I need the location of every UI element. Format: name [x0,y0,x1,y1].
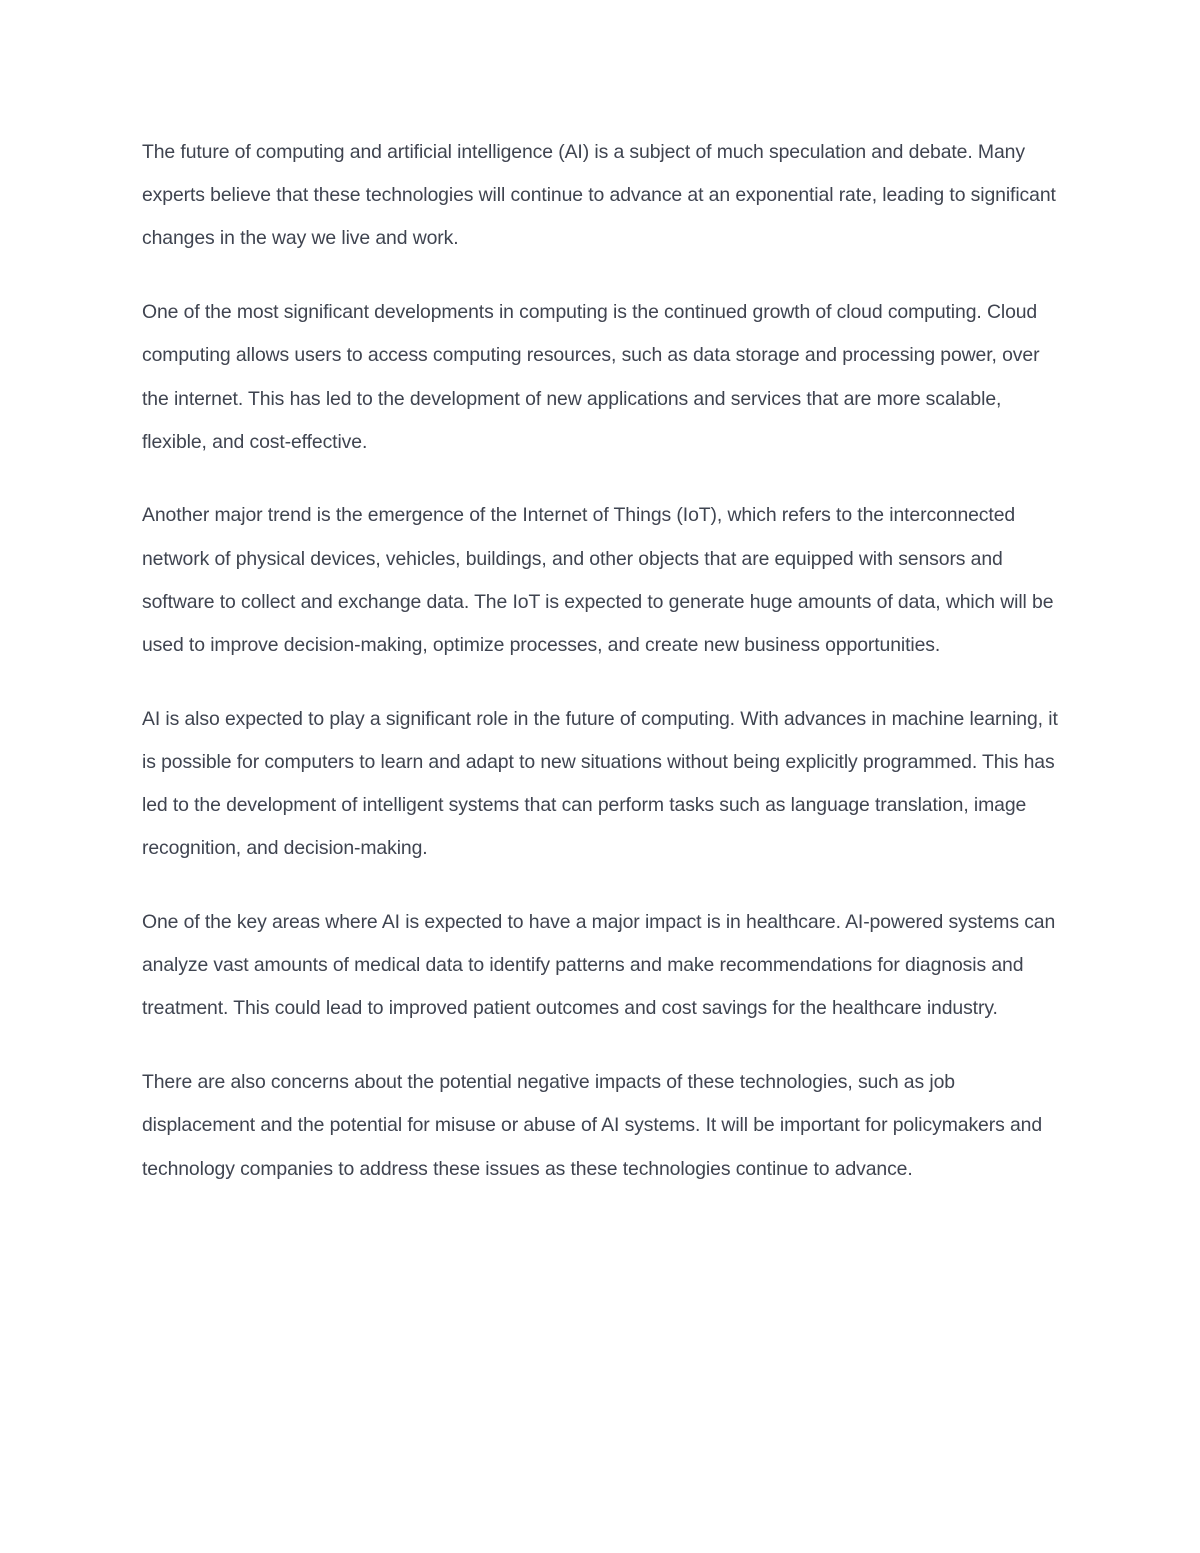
document-body [142,131,1067,1221]
paragraph-5: One of the key areas where AI is expected to have a major impact is in healthcare. AI-powered systems can analyze vast amounts of medical data to identify patterns and make recommendations for diagnosis and treatment. This could lead to improved patient outcomes and cost savings for the healthcare industry. [142,911,1056,1020]
paragraph-4: AI is also expected to play a significant role in the future of computing. With advances in machine learning, it is possible for computers to learn and adapt to new situations without being explicitly programmed. This has led to the development of intelligent systems that can perform tasks such as language translation, image recognition, and decision-making. [142,707,1058,860]
paragraph-6: There are also concerns about the potential negative impacts of these technologies, such as job displacement and the potential for misuse or abuse of AI systems. It will be important for policymakers and technology companies to address these issues as these technologies continue to advance. [142,1071,1043,1180]
paragraph-2: One of the most significant developments in computing is the continued growth of cloud computing. Cloud computing allows users to access computing resources, such as data storage and processing power, over the internet. This has led to the development of new applications and services that are more scalable, flexible, and cost-effective. [142,301,1040,453]
paragraph-3: Another major trend is the emergence of the Internet of Things (IoT), which refers to the interconnected network of physical devices, vehicles, buildings, and other objects that are equipped with sensors and software to collect and exchange data. The IoT is expected to generate huge amounts of data, which will be used to improve decision-making, optimize processes, and create new business opportunities. [142,504,1054,657]
paragraph-1: The future of computing and artificial intelligence (AI) is a subject of much speculation and debate. Many experts believe that these technologies will continue to advance at an exponential rate, leading to significant changes in the way we live and work. [142,141,1056,250]
